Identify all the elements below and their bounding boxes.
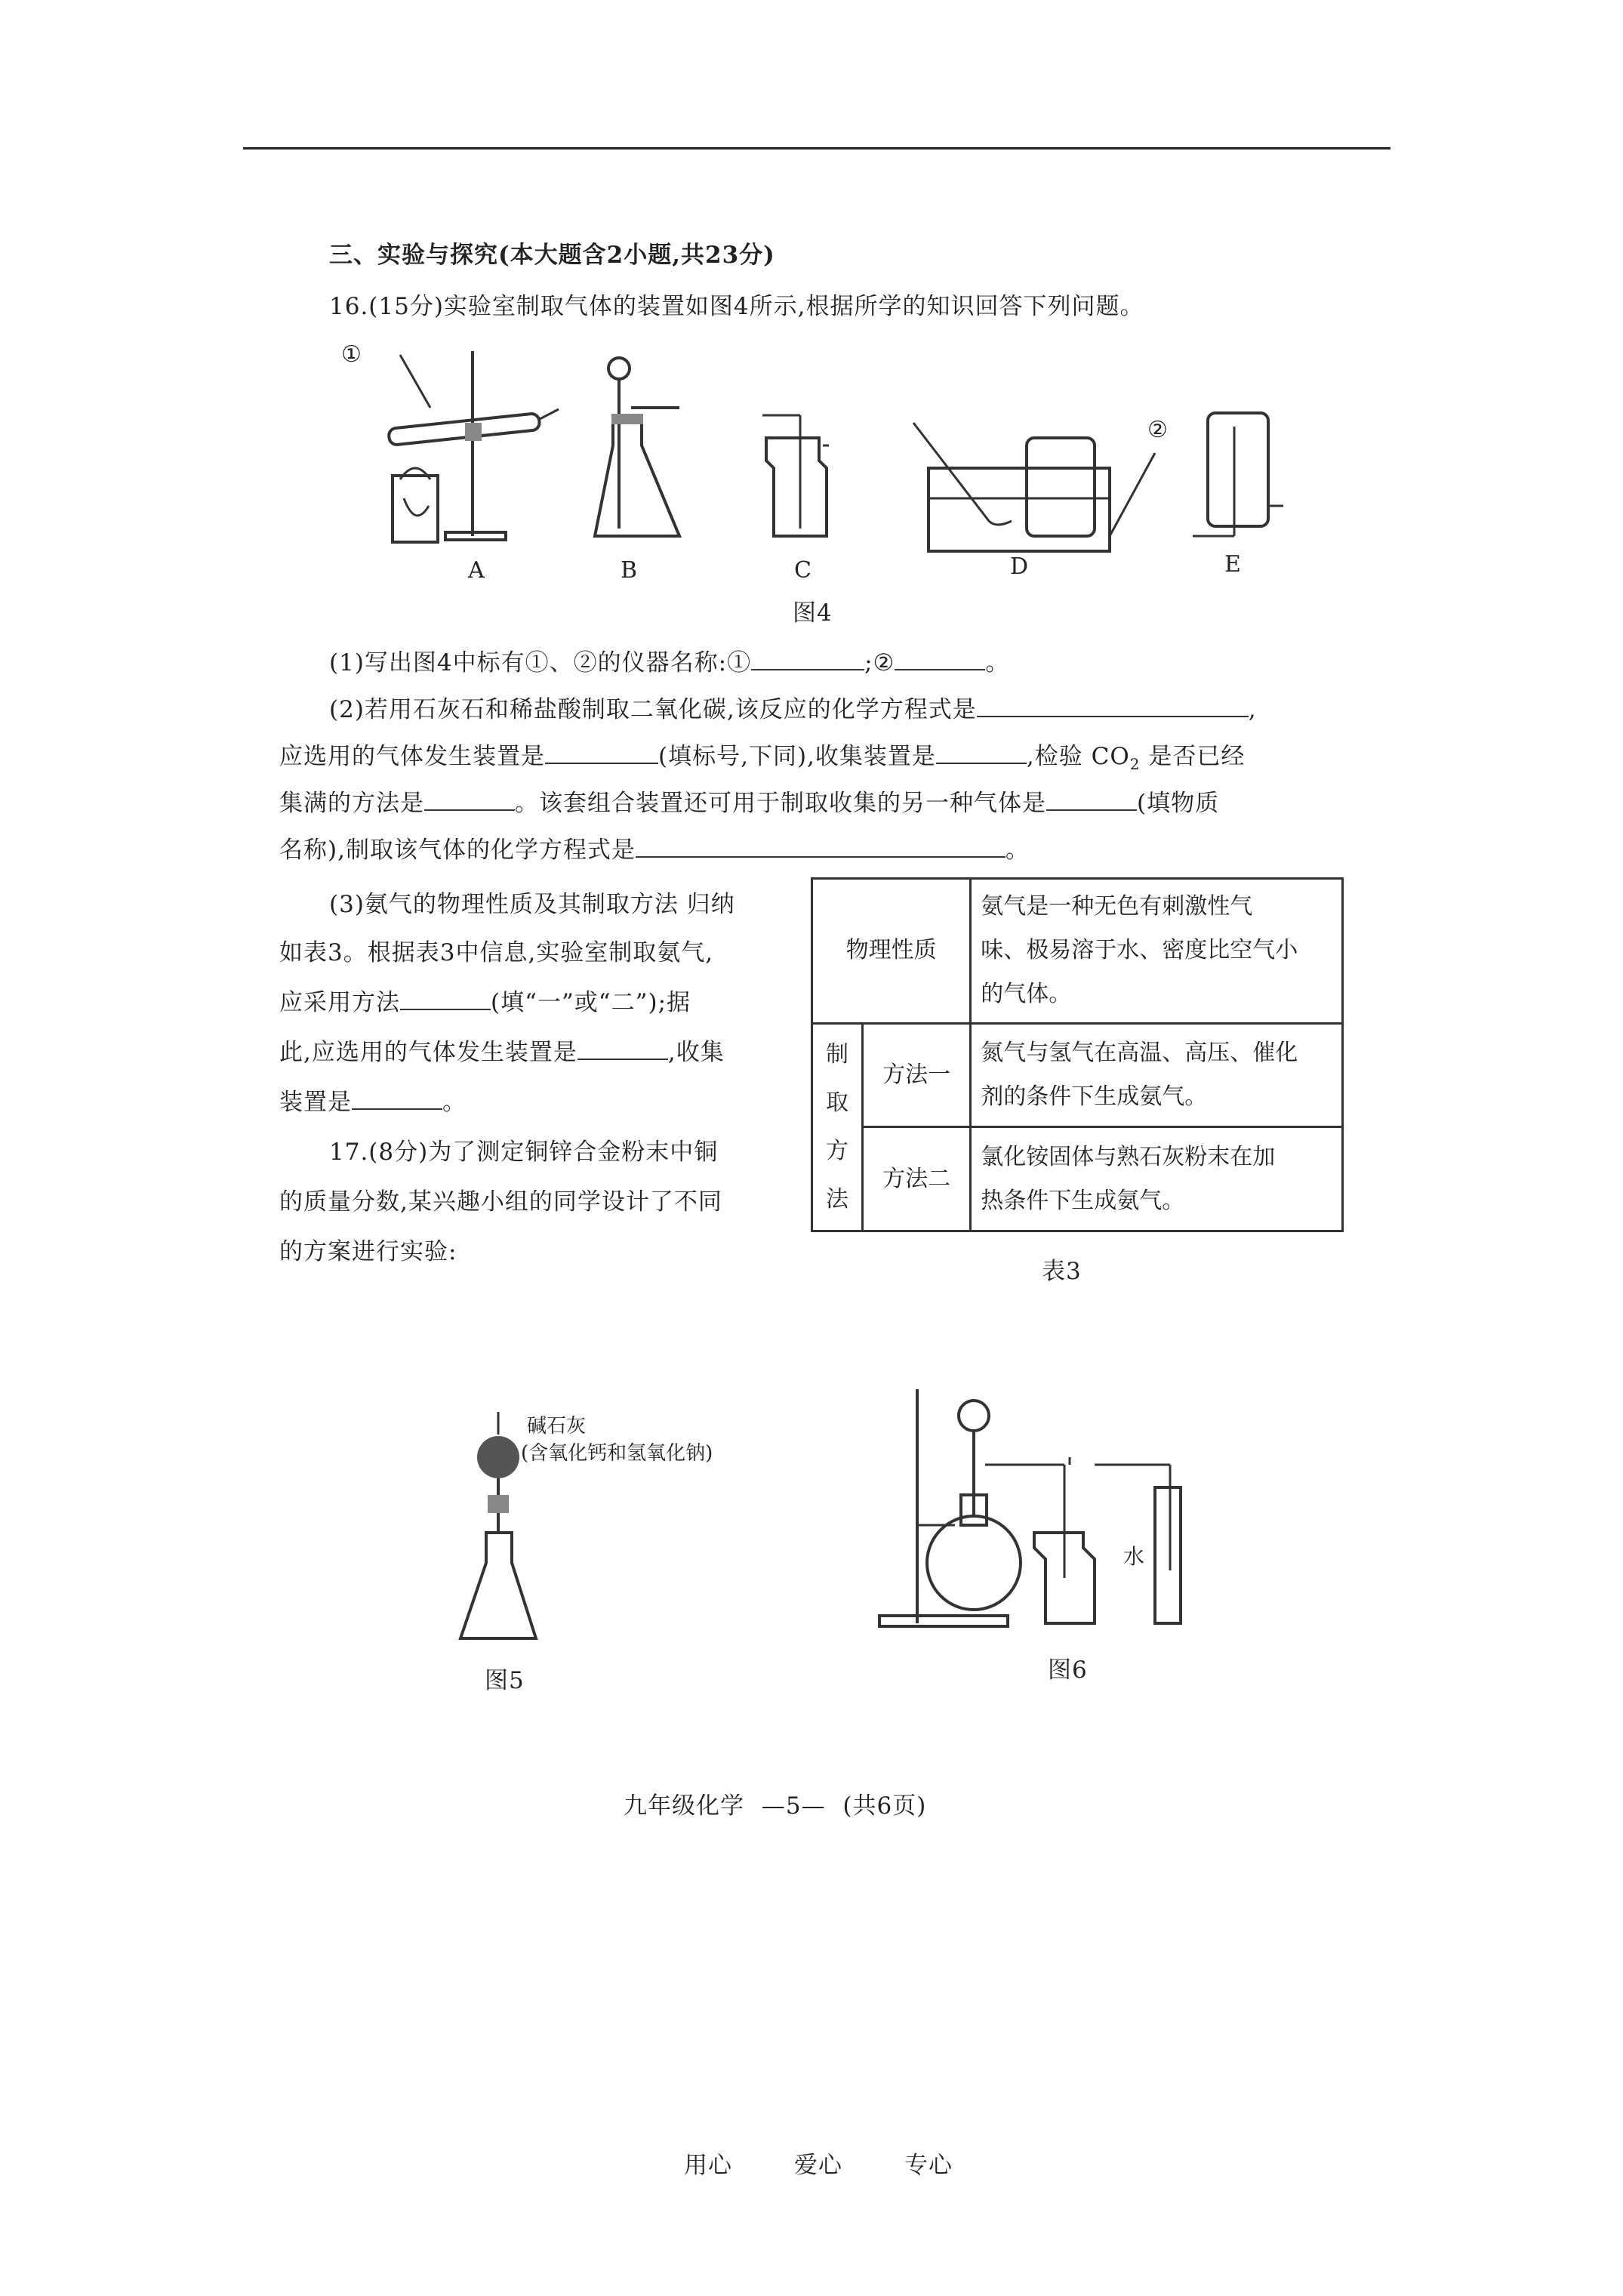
- marker-1: ①: [341, 341, 362, 368]
- phys-label-cell: 物理性质: [812, 879, 971, 1024]
- method-label-cell: 制 取 方 法: [812, 1023, 863, 1231]
- apparatus-d-drawing: [906, 415, 1132, 559]
- q16-intro: 16.(15分)实验室制取气体的装置如图4所示,根据所学的知识回答下列问题。: [329, 293, 1144, 320]
- q16-part3-line5: 装置是 。: [279, 1083, 467, 1117]
- answer-blank[interactable]: [636, 834, 1006, 858]
- q17-line2: 的质量分数,某兴趣小组的同学设计了不同: [279, 1188, 722, 1216]
- label-d: D: [1010, 553, 1029, 580]
- answer-blank[interactable]: [352, 1086, 442, 1110]
- fig5-label-line2: (含氧化钙和氢氧化钠): [521, 1442, 713, 1465]
- label-e: E: [1224, 551, 1241, 578]
- answer-blank[interactable]: [977, 693, 1249, 717]
- q16-part2-line1: (2)若用石灰石和稀盐酸制取二氧化碳,该反应的化学方程式是 ,: [329, 690, 1257, 724]
- answer-blank[interactable]: [751, 646, 864, 670]
- q16-part2-line3: 集满的方法是 。该套组合装置还可用于制取收集的另一种气体是 (填物质: [279, 784, 1219, 818]
- section-heading: 三、实验与探究(本大题含2小题,共23分): [329, 242, 775, 269]
- marker-2: ②: [1147, 417, 1168, 443]
- fig5-caption: 图5: [485, 1667, 525, 1694]
- fig4-caption: 图4: [793, 599, 833, 627]
- q16-part1: (1)写出图4中标有①、②的仪器名称:① ;② 。: [329, 643, 1009, 677]
- answer-blank[interactable]: [545, 740, 658, 764]
- method1-label-cell: 方法一: [863, 1023, 971, 1127]
- apparatus-e-drawing: [1178, 411, 1298, 555]
- q16-part3-line3: 应采用方法 (填“一”或“二”);据: [279, 983, 691, 1017]
- phys-value-cell: 氨气是一种无色有刺激性气 味、极易溶于水、密度比空气小 的气体。: [971, 879, 1343, 1024]
- method2-value-cell: 氯化铵固体与熟石灰粉末在加 热条件下生成氨气。: [971, 1127, 1343, 1231]
- apparatus-b-drawing: [589, 355, 710, 566]
- method2-label-cell: 方法二: [863, 1127, 971, 1231]
- label-a: A: [468, 557, 485, 584]
- q16-part3-line1: (3)氨气的物理性质及其制取方法 归纳: [329, 891, 735, 918]
- method1-value-cell: 氮气与氢气在高温、高压、催化 剂的条件下生成氨气。: [971, 1023, 1343, 1127]
- fig6-water-label: 水: [1123, 1544, 1145, 1569]
- apparatus-a-drawing: [362, 347, 589, 566]
- answer-blank[interactable]: [400, 986, 491, 1010]
- top-rule: [243, 147, 1390, 149]
- q16-part3-line4: 此,应选用的气体发生装置是 ,收集: [279, 1033, 725, 1067]
- q17-line1: 17.(8分)为了测定铜锌合金粉末中铜: [329, 1139, 719, 1166]
- table-3: [811, 877, 1344, 1232]
- answer-blank[interactable]: [895, 646, 985, 670]
- fig6-caption: 图6: [1048, 1657, 1088, 1684]
- label-c: C: [794, 557, 812, 584]
- fig6-drawing: [872, 1382, 1212, 1638]
- q16-part3-line2: 如表3。根据表3中信息,实验室制取氨气,: [279, 939, 714, 966]
- q17-line3: 的方案进行实验:: [279, 1238, 457, 1265]
- answer-blank[interactable]: [424, 787, 515, 811]
- answer-blank[interactable]: [1046, 787, 1137, 811]
- label-b: B: [621, 557, 638, 584]
- table3-caption: 表3: [1042, 1258, 1082, 1285]
- q16-part2-line4: 名称),制取该气体的化学方程式是 。: [279, 831, 1030, 864]
- answer-blank[interactable]: [936, 740, 1027, 764]
- motto-1: 用心: [684, 2152, 732, 2179]
- motto-2: 爱心: [794, 2152, 842, 2179]
- q16-part2-line2: 应选用的气体发生装置是 (填标号,下同),收集装置是 ,检验 $CO_2$ 是否已经: [279, 737, 1245, 773]
- answer-blank[interactable]: [577, 1036, 668, 1060]
- page-footer: 九年级化学 —5— (共6页): [624, 1792, 927, 1820]
- fig5-label-line1: 碱石灰: [527, 1415, 587, 1438]
- motto-3: 专心: [904, 2152, 953, 2179]
